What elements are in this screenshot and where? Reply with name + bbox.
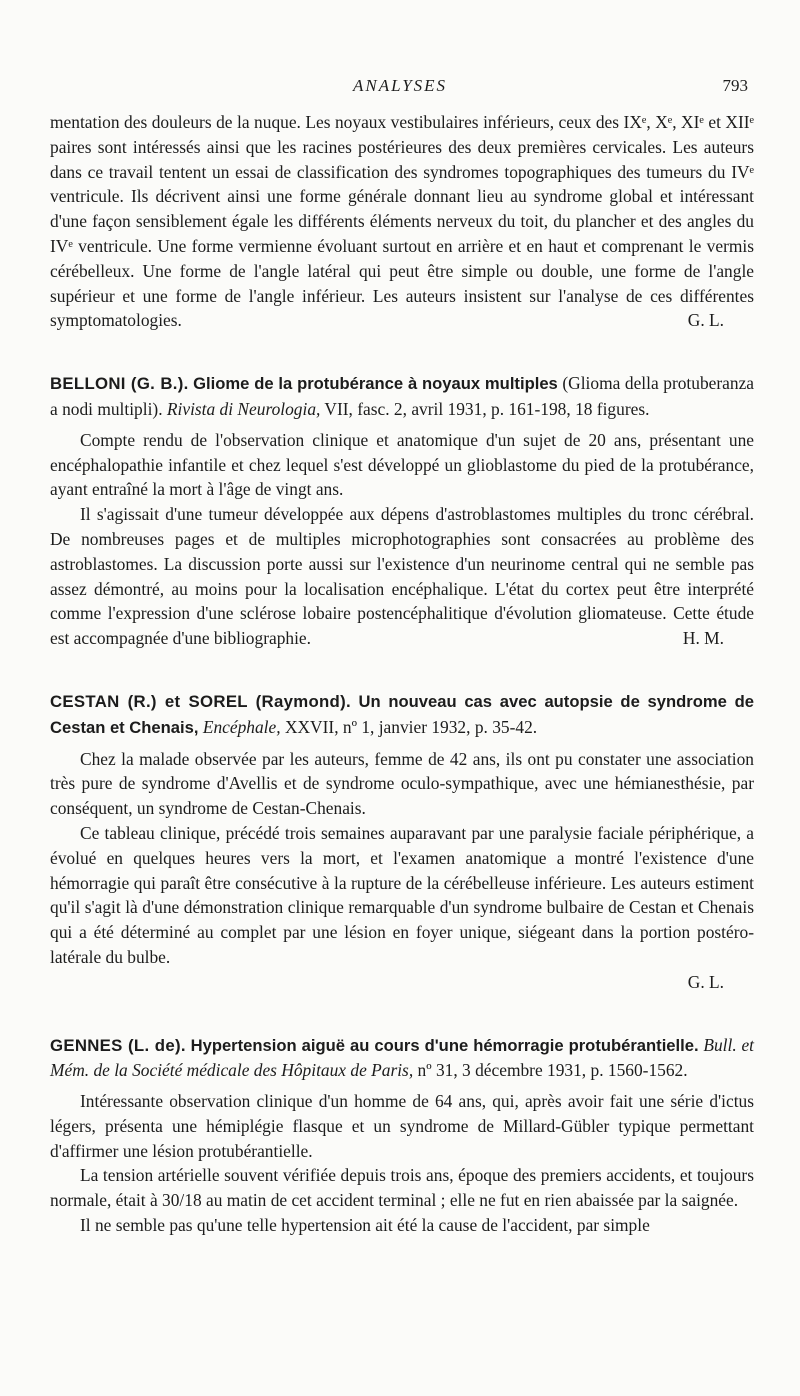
entry-author: CESTAN (R.) et SOREL (Raymond). xyxy=(50,691,351,711)
intro-signature: G. L. xyxy=(687,310,724,331)
entry-heading xyxy=(50,689,754,741)
review-entry-gennes xyxy=(50,1033,754,1238)
entry-citation: XXVII, nº 1, janvier 1932, p. 35-42. xyxy=(284,716,538,737)
entry-journal: Bull. et Mém. de la Société médicale des Hôpitaux de Paris, xyxy=(50,1034,754,1081)
entry-translation: (Glioma della protuberanza a nodi multipli). xyxy=(50,373,755,419)
running-title: ANALYSES xyxy=(352,76,448,95)
entry-paragraph-text: Il s'agissait d'une tumeur développée aux dépens d'astroblastomes multiples du tronc cérébral. De nombreuses pages et de multiples microphotographies sont consacrées au problème des astroblastomes. La discussion porte aussi sur l'existence d'un neurinome central qui ne semble pas assez démontré, au moins pour la localisation encéphalique. L'état du cortex peut être interprété comme l'expression d'une sclérose lobaire postencéphalitique d'évolution gliomateuse. Cette étude est accompagnée d'une bibliographie. xyxy=(50,504,754,649)
entry-paragraph: Il ne semble pas qu'une telle hypertension ait été la cause de l'accident, par simple xyxy=(80,1215,650,1236)
page-header xyxy=(0,76,800,100)
entry-title: Hypertension aiguë au cours d'une hémorragie protubérantielle. xyxy=(190,1035,699,1055)
entry-title: Gliome de la protubérance à noyaux multiples xyxy=(193,374,558,394)
entry-heading xyxy=(50,371,754,422)
entry-journal: Rivista di Neurologia, xyxy=(166,398,321,419)
entry-signature: H. M. xyxy=(682,628,724,649)
entry-paragraph: Intéressante observation clinique d'un homme de 64 ans, qui, après avoir fait une série d'ictus légers, présenta une hémiplégie flasque et un syndrome de Millard-Gübler typique permettant d'affirmer une lésion protubérantielle. xyxy=(50,1091,754,1161)
review-entry-cestan xyxy=(50,689,754,995)
intro-section xyxy=(50,110,754,333)
entry-paragraph: La tension artérielle souvent vérifiée depuis trois ans, époque des premiers accidents, et toujours normale, était à 30/18 au matin de cet accident terminal ; elle ne fut en rien abaissée par la saignée. xyxy=(50,1165,754,1211)
intro-text: mentation des douleurs de la nuque. Les noyaux vestibulaires inférieurs, ceux des IXᵉ, Xᵉ, XIᵉ et XIIᵉ paires sont intéressés ainsi que les racines postérieures des deux premières cervicales. Les auteurs dans ce travail tentent un essai de classification des syndromes topographiques des tumeurs du IVᵉ ventricule. Ils décrivent ainsi une forme générale donnant lieu au syndrome global et intéressant d'une façon sensiblement égale les différents éléments nerveux du toit, du plancher et des angles du IVᵉ ventricule. Une forme vermienne évoluant surtout en arrière et en haut et comprenant le vermis cérébelleux. Une forme de l'angle latéral qui peut être simple ou double, une forme de l'angle supérieur et une forme de l'angle inférieur. Les auteurs insistent sur l'analyse de ces différentes symptomatologies. xyxy=(50,112,754,331)
entry-title: Un nouveau cas avec autopsie de syndrome de Cestan et Chenais, xyxy=(50,691,754,737)
entry-signature: G. L. xyxy=(687,971,724,992)
entry-citation: VII, fasc. 2, avril 1931, p. 161-198, 18 figures. xyxy=(324,398,650,419)
entry-citation: nº 31, 3 décembre 1931, p. 1560-1562. xyxy=(417,1060,688,1081)
entry-paragraph: Chez la malade observée par les auteurs, femme de 42 ans, ils ont pu constater une association très pure de syndrome d'Avellis et de syndrome oculo-sympathique, avec une hémianesthésie, par conséquent, un syndrome de Cestan-Chenais. xyxy=(50,748,754,819)
intro-paragraph xyxy=(50,110,754,333)
entry-paragraph: Ce tableau clinique, précédé trois semaines auparavant par une paralysie faciale périphérique, a évolué en quelques heures vers la mort, et l'examen anatomique a montré l'existence d'une hémorragie qui paraît être consécutive à la rupture de la cérébelleuse inférieure. Les auteurs estiment qu'il s'agit là d'une démonstration clinique remarquable d'un syndrome bulbaire de Cestan et Chenais qui a été déterminé au complet par une lésion en foyer unique, siégeant dans la portion postéro-latérale du bulbe. xyxy=(50,822,754,967)
page-number: 793 xyxy=(722,76,748,95)
entry-heading xyxy=(50,1033,754,1084)
review-entry-belloni xyxy=(50,371,754,651)
entry-paragraph xyxy=(50,502,754,651)
entry-author: BELLONI (G. B.). xyxy=(50,374,189,394)
entry-journal: Encéphale, xyxy=(202,716,281,737)
page-body xyxy=(50,110,754,1238)
entry-signature-line xyxy=(50,970,754,995)
entry-author: GENNES (L. de). xyxy=(50,1035,186,1055)
entry-paragraph: Compte rendu de l'observation clinique et anatomique d'un sujet de 20 ans, présentant une encéphalopathie infantile et chez lequel s'est développé un glioblastome du pied de la protubérance, ayant entraîné la mort à l'âge de vingt ans. xyxy=(50,429,754,500)
